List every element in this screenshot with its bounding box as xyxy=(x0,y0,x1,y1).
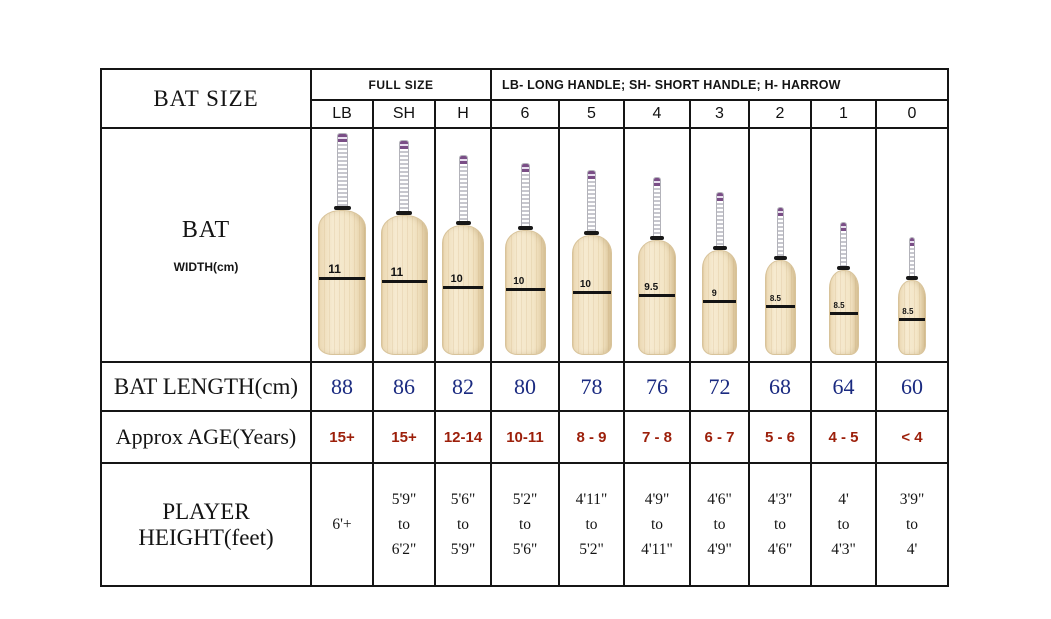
bat-width-value: 10 xyxy=(450,273,463,285)
approx-age-value-h: 12-14 xyxy=(435,411,491,463)
bat-size-chart xyxy=(100,68,949,587)
size-column-header-0: 0 xyxy=(876,100,948,128)
bat-cell-4 xyxy=(624,128,690,362)
height-range-line: to xyxy=(456,515,470,533)
height-range-line: to xyxy=(397,515,411,533)
player-height-value-sh xyxy=(373,463,435,586)
bat-width-marker xyxy=(830,302,858,315)
bat-cell-5 xyxy=(559,128,624,362)
cricket-bat-illustration xyxy=(898,237,926,355)
bat-width-marker xyxy=(703,289,736,303)
bat-length-value-6: 80 xyxy=(491,362,559,411)
bat-width-line xyxy=(319,277,365,280)
approx-age-row-label: Approx AGE(Years) xyxy=(101,411,311,463)
bat-grip-band xyxy=(400,141,408,149)
bat-length-row xyxy=(101,362,948,411)
bat-handle-grip xyxy=(716,192,724,246)
bat-length-value-sh: 86 xyxy=(373,362,435,411)
player-height-value-2 xyxy=(749,463,811,586)
bat-handle-grip xyxy=(653,177,661,236)
bat-label: BAT xyxy=(181,216,231,243)
bat-width-row-label xyxy=(101,128,311,362)
player-height-value-0 xyxy=(876,463,948,586)
height-range-line: 4'3" xyxy=(831,541,856,559)
approx-age-value-4: 7 - 8 xyxy=(624,411,690,463)
bat-size-title: BAT SIZE xyxy=(101,69,311,128)
height-range-line: 4' xyxy=(838,490,849,508)
bat-width-value: 9 xyxy=(711,288,717,298)
height-range-line: to xyxy=(837,515,850,533)
size-column-header-h: H xyxy=(435,100,491,128)
bat-width-line xyxy=(639,294,675,297)
bat-cell-0 xyxy=(876,128,948,362)
full-size-group-header: FULL SIZE xyxy=(311,69,491,100)
bat-blade xyxy=(638,240,676,355)
player-height-value-h xyxy=(435,463,491,586)
bat-width-line xyxy=(573,291,611,294)
size-column-header-sh: SH xyxy=(373,100,435,128)
size-column-header-4: 4 xyxy=(624,100,690,128)
bat-width-value: 11 xyxy=(390,265,404,279)
bat-cell-sh xyxy=(373,128,435,362)
height-range-line: 6'+ xyxy=(332,515,352,533)
height-range-line: to xyxy=(585,515,598,533)
cricket-bat-illustration xyxy=(765,207,796,355)
bat-width-line xyxy=(830,312,858,315)
bat-width-marker xyxy=(639,282,675,297)
approx-age-value-6: 10-11 xyxy=(491,411,559,463)
bat-cell-1 xyxy=(811,128,876,362)
height-range-line: 5'9" xyxy=(391,490,417,508)
bat-grip-band xyxy=(778,208,783,216)
height-range-line: 4'3" xyxy=(767,490,793,508)
height-range-line: to xyxy=(905,515,919,533)
bat-blade xyxy=(318,210,366,355)
bat-width-marker xyxy=(899,308,925,321)
bat-blade xyxy=(898,280,926,355)
size-column-header-1: 1 xyxy=(811,100,876,128)
bat-handle-grip xyxy=(521,163,530,226)
bat-width-value: 8.5 xyxy=(833,301,845,310)
bat-grip-band xyxy=(654,178,660,186)
bat-width-line xyxy=(506,288,545,291)
size-column-header-2: 2 xyxy=(749,100,811,128)
height-range-line: 4'11" xyxy=(641,541,673,559)
bat-length-value-0: 60 xyxy=(876,362,948,411)
bat-width-line xyxy=(382,280,427,283)
bat-width-marker xyxy=(443,273,483,289)
height-range-line: to xyxy=(650,515,664,533)
bat-width-marker xyxy=(319,263,365,280)
size-column-header-6: 6 xyxy=(491,100,559,128)
bat-blade xyxy=(572,235,612,355)
bat-width-value: 8.5 xyxy=(769,294,781,303)
height-range-line: 5'6" xyxy=(450,490,476,508)
bat-cell-6 xyxy=(491,128,559,362)
size-column-header-lb: LB xyxy=(311,100,373,128)
handle-legend-header: LB- LONG HANDLE; SH- SHORT HANDLE; H- HARROW xyxy=(491,69,948,100)
cricket-bat-illustration xyxy=(572,170,612,355)
approx-age-value-sh: 15+ xyxy=(373,411,435,463)
bat-cell-3 xyxy=(690,128,749,362)
bat-handle-grip xyxy=(777,207,784,256)
cricket-bat-illustration xyxy=(442,155,484,355)
height-range-line: 4'6" xyxy=(767,541,793,559)
bat-width-marker xyxy=(766,295,795,308)
bat-cell-lb xyxy=(311,128,373,362)
height-range-line: to xyxy=(773,515,787,533)
player-height-value-3 xyxy=(690,463,749,586)
bat-width-line xyxy=(766,305,795,308)
bat-width-marker xyxy=(382,266,427,283)
height-range-line: 4'9" xyxy=(707,541,732,559)
size-column-header-5: 5 xyxy=(559,100,624,128)
bat-blade xyxy=(442,225,484,355)
bat-handle-grip xyxy=(399,140,409,211)
bat-length-row-label: BAT LENGTH(cm) xyxy=(101,362,311,411)
bat-width-line xyxy=(443,286,483,289)
approx-age-value-1: 4 - 5 xyxy=(811,411,876,463)
height-range-line: 4' xyxy=(906,541,918,559)
bat-width-unit-label: WIDTH(cm) xyxy=(173,259,239,274)
bat-width-value: 9.5 xyxy=(644,282,659,293)
bat-blade xyxy=(765,260,796,355)
bat-width-row xyxy=(101,128,948,362)
size-column-header-3: 3 xyxy=(690,100,749,128)
bat-width-value: 8.5 xyxy=(902,307,914,316)
player-height-row xyxy=(101,463,948,586)
bat-grip-band xyxy=(522,164,529,172)
approx-age-value-0: < 4 xyxy=(876,411,948,463)
bat-grip-band xyxy=(910,238,914,246)
bat-width-line xyxy=(899,318,925,321)
bat-grip-band xyxy=(588,171,595,179)
bat-length-value-2: 68 xyxy=(749,362,811,411)
approx-age-row xyxy=(101,411,948,463)
height-range-line: 5'2" xyxy=(579,541,604,559)
player-height-value-6 xyxy=(491,463,559,586)
bat-grip-band xyxy=(841,223,846,231)
bat-handle-grip xyxy=(587,170,596,231)
bat-handle-grip xyxy=(337,133,348,206)
height-range-line: 4'6" xyxy=(707,490,732,508)
bat-width-value: 10 xyxy=(579,279,591,290)
bat-handle-grip xyxy=(909,237,915,276)
height-range-line: 4'11" xyxy=(575,490,608,508)
height-range-line: to xyxy=(518,515,532,533)
bat-width-value: 11 xyxy=(328,262,341,276)
bat-width-marker xyxy=(506,276,545,291)
bat-length-value-h: 82 xyxy=(435,362,491,411)
approx-age-value-3: 6 - 7 xyxy=(690,411,749,463)
cricket-bat-illustration xyxy=(829,222,859,355)
player-height-value-5 xyxy=(559,463,624,586)
approx-age-value-2: 5 - 6 xyxy=(749,411,811,463)
bat-length-value-5: 78 xyxy=(559,362,624,411)
bat-length-value-1: 64 xyxy=(811,362,876,411)
bat-blade xyxy=(829,270,859,355)
bat-handle-grip xyxy=(840,222,847,266)
bat-blade xyxy=(381,215,428,355)
bat-blade xyxy=(505,230,546,355)
player-height-value-4 xyxy=(624,463,690,586)
bat-width-line xyxy=(703,300,736,303)
height-range-line: 3'9" xyxy=(899,490,925,508)
height-range-line: 5'6" xyxy=(512,541,538,559)
bat-grip-band xyxy=(460,156,467,164)
approx-age-value-5: 8 - 9 xyxy=(559,411,624,463)
bat-length-value-lb: 88 xyxy=(311,362,373,411)
bat-length-value-3: 72 xyxy=(690,362,749,411)
bat-width-marker xyxy=(573,279,611,294)
bat-handle-grip xyxy=(459,155,468,221)
height-range-line: 4'9" xyxy=(644,490,670,508)
cricket-bat-illustration xyxy=(318,133,366,355)
height-range-line: 5'2" xyxy=(512,490,538,508)
height-range-line: 6'2" xyxy=(391,541,417,559)
player-height-value-lb xyxy=(311,463,373,586)
player-label-line1: PLAYER xyxy=(162,498,250,524)
bat-cell-h xyxy=(435,128,491,362)
bat-grip-band xyxy=(717,193,723,201)
player-height-row-label xyxy=(101,463,311,586)
bat-length-value-4: 76 xyxy=(624,362,690,411)
height-range-line: to xyxy=(713,515,726,533)
header-group-row xyxy=(101,69,948,100)
approx-age-value-lb: 15+ xyxy=(311,411,373,463)
bat-grip-band xyxy=(338,134,347,142)
cricket-bat-illustration xyxy=(702,192,737,355)
cricket-bat-illustration xyxy=(505,163,546,355)
player-label-line2: HEIGHT(feet) xyxy=(138,524,274,550)
bat-width-value: 10 xyxy=(513,276,525,287)
cricket-bat-illustration xyxy=(638,177,676,355)
bat-size-table xyxy=(100,68,949,587)
player-height-value-1 xyxy=(811,463,876,586)
cricket-bat-illustration xyxy=(381,140,428,355)
height-range-line: 5'9" xyxy=(450,541,476,559)
bat-cell-2 xyxy=(749,128,811,362)
bat-blade xyxy=(702,250,737,355)
